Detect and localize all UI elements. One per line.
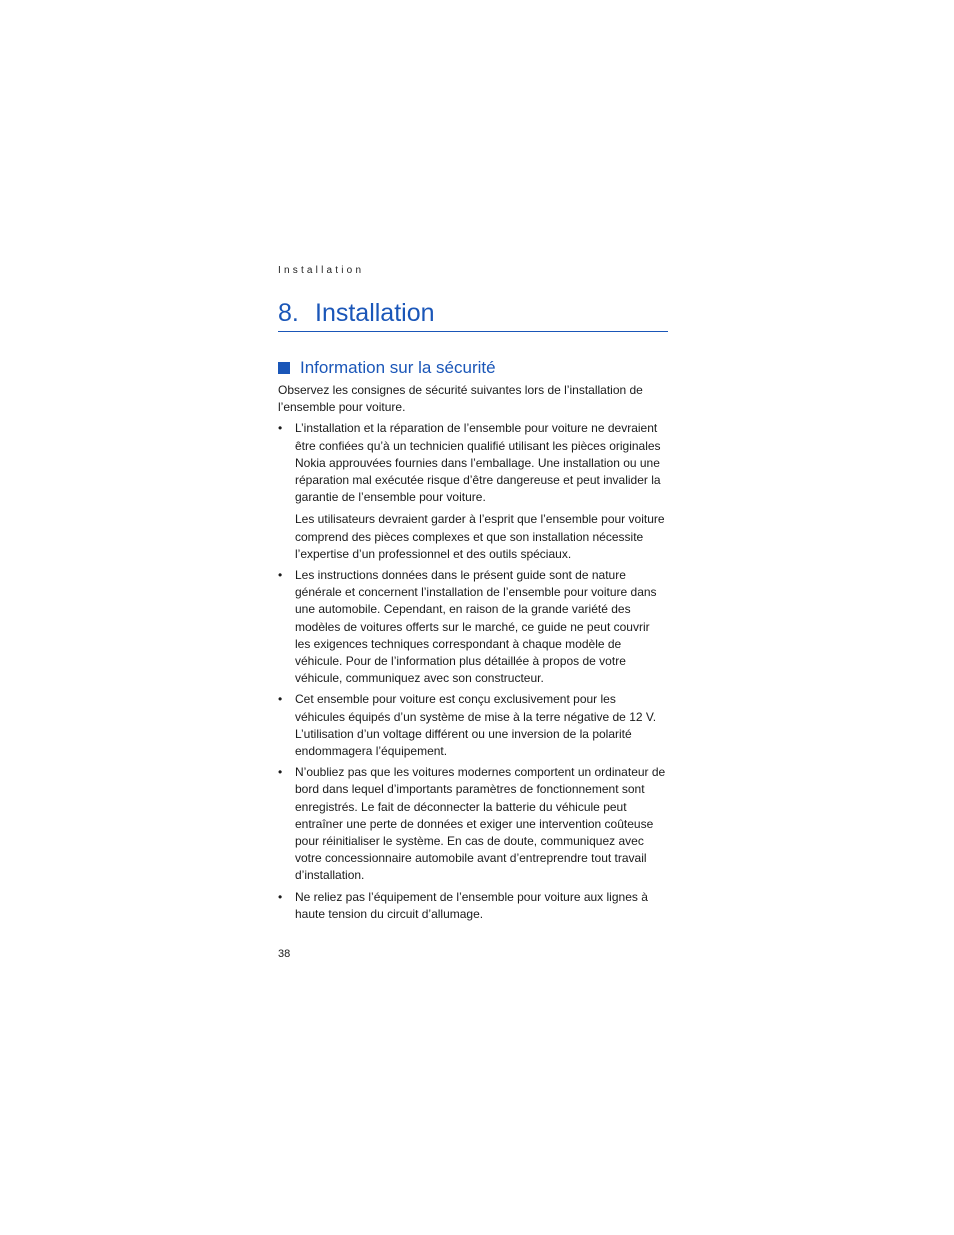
running-header: Installation: [278, 265, 365, 276]
chapter-title-text: Installation: [315, 299, 435, 327]
list-item: [278, 420, 668, 563]
list-item-text: Ne reliez pas l’équipement de l’ensemble pour voiture aux lignes à haute tension du circuit d’allumage.: [295, 889, 648, 921]
list-item: [278, 889, 668, 923]
chapter-title: [278, 298, 668, 332]
bullet-icon: •: [278, 421, 283, 436]
safety-list: [278, 420, 668, 923]
section-square-icon: [278, 362, 290, 374]
bullet-icon: •: [278, 568, 283, 583]
list-item: [278, 764, 668, 884]
list-item-text: Cet ensemble pour voiture est conçu exclusivement pour les véhicules équipés d’un système de mise à la terre négative de 12 V. L’utilisation d’un voltage différent ou une inversion de la polarité endommagera l’équipement.: [295, 692, 657, 759]
list-item: [278, 567, 668, 687]
list-item-text: Les instructions données dans le présent guide sont de nature générale et concernent l’installation de l’ensemble pour voiture dans une automobile. Cependant, en raison de la grande variété des modèles de voitures offerts sur le marché, ce guide ne peut couvrir les exigences techniques correspondant à chaque modèle de véhicule. Pour de l’information plus détaillée à propos de votre véhicule, communiquez avec son constructeur.: [295, 568, 657, 686]
list-item-text: L’installation et la réparation de l’ensemble pour voiture ne devraient être confiées qu’à un technicien qualifié utilisant les pièces originales Nokia approuvées fournies dans l’emballage. Une installation ou une réparation mal exécutée risque d’être dangereuse et peut invalider la garantie de l’ensemble pour voiture.: [295, 421, 661, 505]
section-title-text: Information sur la sécurité: [300, 358, 496, 377]
chapter-number: 8.: [278, 299, 299, 327]
bullet-icon: •: [278, 889, 283, 904]
list-item: [278, 691, 668, 760]
intro-paragraph: Observez les consignes de sécurité suivantes lors de l’installation de l’ensemble pour voiture.: [278, 383, 643, 415]
bullet-icon: •: [278, 692, 283, 707]
section-title: [278, 358, 668, 378]
bullet-icon: •: [278, 765, 283, 780]
page-content: [278, 262, 668, 923]
list-item-text: N’oubliez pas que les voitures modernes comportent un ordinateur de bord dans lequel d’importants paramètres de fonctionnement sont enregistrés. Le fait de déconnecter la batterie du véhicule peut entraîner une perte de données et exiger une intervention coûteuse pour réinitialiser le système. En cas de doute, communiquez avec votre concessionnaire automobile avant d’entreprendre tout travail d’installation.: [295, 765, 666, 883]
list-item-subtext: Les utilisateurs devraient garder à l’esprit que l’ensemble pour voiture comprend des pièces complexes et que son installation nécessite l’expertise d’un professionnel et des outils spéciaux.: [295, 512, 665, 561]
page-number: 38: [278, 948, 291, 960]
